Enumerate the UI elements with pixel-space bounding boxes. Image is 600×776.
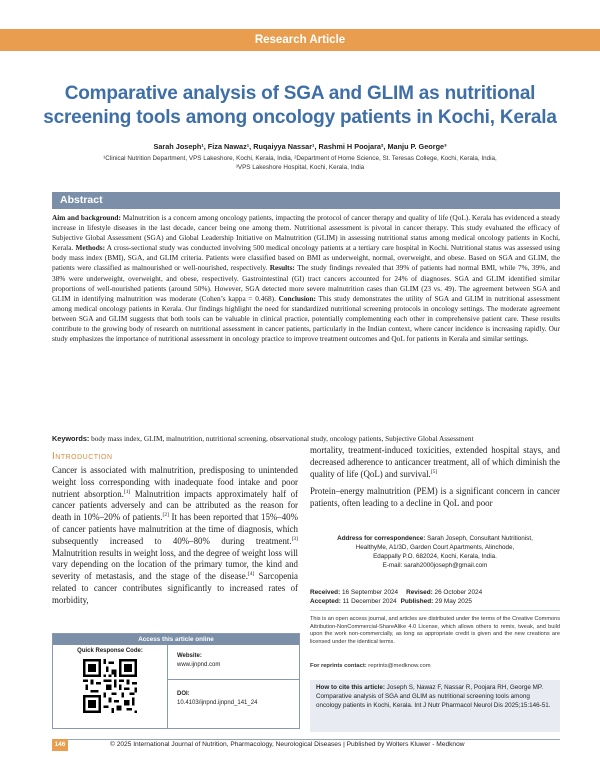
intro-text-c: It has been reported that 15%–40% of cancer patients have malnutrition at the time of diagnosis, which subsequently increased to 40%–80% during treatment. — [52, 512, 299, 546]
reprints-email[interactable]: reprints@medknow.com — [366, 663, 431, 669]
citation-label: How to cite this article: — [316, 684, 385, 691]
reprints-label: For reprints contact: — [310, 663, 367, 669]
citation-ref-4[interactable]: [4] — [247, 571, 255, 578]
published-label: Published: — [400, 598, 434, 605]
qr-label: Quick Response Code: — [77, 648, 143, 654]
accepted-label: Accepted: — [310, 598, 341, 605]
received-label: Received: — [310, 589, 341, 596]
article-dates — [310, 588, 560, 606]
methods-label: Methods: — [75, 243, 106, 253]
keywords-label: Keywords: — [52, 434, 90, 443]
aim-label: Aim and background: — [52, 213, 121, 222]
license-divider — [310, 610, 560, 611]
intro-text-f: mortality, treatment-induced toxicities, extended hospital stays, and decreased adherence to anticancer treatment, all of which diminish the quality of life (QoL) and survival. — [310, 445, 560, 479]
citation-ref-3[interactable]: [3] — [291, 535, 298, 542]
access-heading: Access this article online — [53, 634, 299, 645]
citation-ref-1[interactable]: [1] — [123, 488, 131, 495]
methods-text: A cross-sectional study was conducted involving 500 medical oncology patients at a tertiary care hospital in Kochi. Nutritional status was assessed using body mass index (BMI), SGA, and GLIM criteria. Patients were classified based on BMI as underweight, normal, overweight, and obese. Based on SGA and GLIM, the patients were classified as malnourished or well-nourished, respectively. — [52, 243, 561, 273]
correspondence-label: Address for correspondence: — [337, 535, 426, 542]
revised-date: 26 October 2024 — [432, 589, 483, 596]
intro-text-b: Malnutrition impacts approximately half of cancer patients adversely and can be attributed as the reason for death in 10%–20% of patients. — [52, 488, 299, 523]
aim-text: Malnutrition is a concern among oncology patients, impacting the protocol of cancer therapy and quality of life (QoL). Kerala has evidenced a steady increase in lifestyle diseases in the last decade, cancer being one among them. Nutritional assessment is pivotal in cancer therapy. This study evaluated the efficacy of Subjective Global Assessment (SGA) and Global Leadership Initiative on Malnutrition (GLIM) in assessing nutritional status among medical oncology patients in Kochi, Kerala. — [52, 213, 560, 253]
correspondence-email[interactable]: E-mail: sarah2000joseph@gmail.com — [382, 562, 488, 569]
website-link[interactable]: www.ijnpnd.com — [177, 661, 221, 668]
abstract-heading: Abstract — [52, 192, 560, 209]
keywords-text: body mass index, GLIM, malnutrition, nutritional screening, observational study, oncology patients, Subjective Global Assessment — [89, 434, 474, 443]
author-list: Sarah Joseph¹, Fiza Nawaz¹, Ruqaiyya Nassar¹, Rashmi H Poojara², Manju P. George³ — [153, 142, 447, 151]
correspondence-address — [310, 534, 560, 578]
published-date: 29 May 2025 — [433, 598, 472, 605]
introduction-heading: Introduction — [52, 451, 113, 462]
citation-ref-2[interactable]: [2] — [162, 512, 169, 519]
conclusion-label: Conclusion: — [278, 293, 316, 303]
affiliation-line-2: ³VPS Lakeshore Hospital, Kochi, Kerala, India — [235, 164, 365, 171]
affiliations — [40, 154, 560, 172]
intro-paragraph-2 — [310, 445, 560, 480]
keywords — [52, 434, 560, 444]
intro-paragraph-3: Protein–energy malnutrition (PEM) is a significant concern in cancer patients, often leading to a decline in QoL and poor — [310, 486, 560, 509]
access-online-box — [52, 633, 300, 729]
reprints-contact — [310, 663, 431, 669]
doi-label: DOI: — [177, 691, 190, 697]
qr-code-icon[interactable] — [83, 659, 137, 713]
license-statement: This is an open access journal, and articles are distributed under the terms of the Creative Commons Attribution-NonCommercial-ShareAlike 4.0 License, which allows others to remix, tweak, and build upon the work non-commercially, as long as appropriate credit is given and the new creations are licensed under the identical terms. — [310, 616, 560, 645]
affiliation-line-1: ¹Clinical Nutrition Department, VPS Lakeshore, Kochi, Kerala, India, ²Department of Home Science, St. Teresas College, Kochi, Kerala, India, — [103, 155, 497, 162]
doi-link[interactable]: 10.4103/ijnpnd.ijnpnd_141_24 — [177, 699, 258, 706]
received-date: 16 September 2024 — [340, 589, 399, 596]
access-divider — [168, 679, 299, 680]
article-type-banner: Research Article — [0, 29, 600, 51]
results-text: The study findings revealed that 39% of patients had normal BMI, while 7%, 39%, and 38% were underweight, overweight, and obese, respectively. Gastrointestinal (GI) tract cancers accounted for 24% of diagnoses. SGA and GLIM identified similar proportions of well-nourished patients (around 50%). However, SGA detected more severe malnutrition cases than GLIM (23 vs. 49). The agreement between SGA and GLIM in identifying malnutrition was moderate (Cohen’s kappa = 0.468). — [52, 263, 560, 303]
correspondence-line-2: HealthyMe, A1/3D, Garden Court Apartments, Alinchode, — [355, 544, 515, 551]
accepted-date: 11 December 2024 — [340, 598, 397, 605]
abstract-body — [52, 213, 560, 344]
page-number: 146 — [52, 739, 68, 751]
intro-right-column — [310, 445, 560, 510]
intro-paragraph-1 — [52, 465, 298, 607]
correspondence-line-3: Edappally P.O. 682024, Kochi, Kerala, India. — [373, 553, 497, 560]
qr-cell — [53, 645, 168, 728]
website-label: Website: — [177, 653, 202, 659]
article-title: Comparative analysis of SGA and GLIM as nutritional screening tools among oncology patients in Kochi, Kerala — [43, 83, 557, 128]
citation-ref-5[interactable]: [5] — [430, 468, 438, 475]
citation-text: Joseph S, Nawaz F, Nassar R, Poojara RH, George MP. Comparative analysis of SGA and GLIM as nutritional screening tools among oncology patients in Kochi, Kerala. Int J Nutr Pharmacol Neurol Dis 2025;15:146-51. — [316, 684, 551, 710]
intro-text-a: Cancer is associated with malnutrition, predisposing to unintended weight loss corresponding with inadequate food intake and poor nutrient absorption. — [52, 465, 298, 499]
revised-label: Revised: — [406, 589, 433, 596]
footer-copyright: © 2025 International Journal of Nutrition, Pharmacology, Neurological Diseases | Published by Wolters Kluwer - Medknow — [110, 741, 465, 748]
intro-text-d: Malnutrition results in weight loss, and the degree of weight loss will vary depending on the location of the primary tumor, the kind and severity of metastasis, and the stage of the disease. — [52, 547, 298, 582]
results-label: Results: — [269, 263, 295, 273]
conclusion-text: This study demonstrates the utility of SGA and GLIM in nutritional assessment among medical oncology patients in Kerala. Our findings highlight the need for standardized nutritional screening protocols in oncology settings. The moderate agreement between SGA and GLIM suggests that both tools can be valuable in clinical practice, potentially complementing each other in comprehensive patient care. These results contribute to the growing body of research on nutritional assessment in cancer patients, particularly in the Indian context, where cancer incidence is increasing rapidly. Our study emphasizes the importance of nutritional assessment in oncology practice to improve treatment outcomes and QoL for patients in Kerala and similar settings. — [52, 293, 560, 344]
intro-text-e: Sarcopenia related to cancer contributes significantly to increased rates of morbidity, — [52, 571, 298, 605]
intro-left-column — [52, 465, 298, 607]
correspondence-line-1: Sarah Joseph, Consultant Nutritionist, — [425, 535, 533, 542]
citation-box — [310, 680, 560, 732]
